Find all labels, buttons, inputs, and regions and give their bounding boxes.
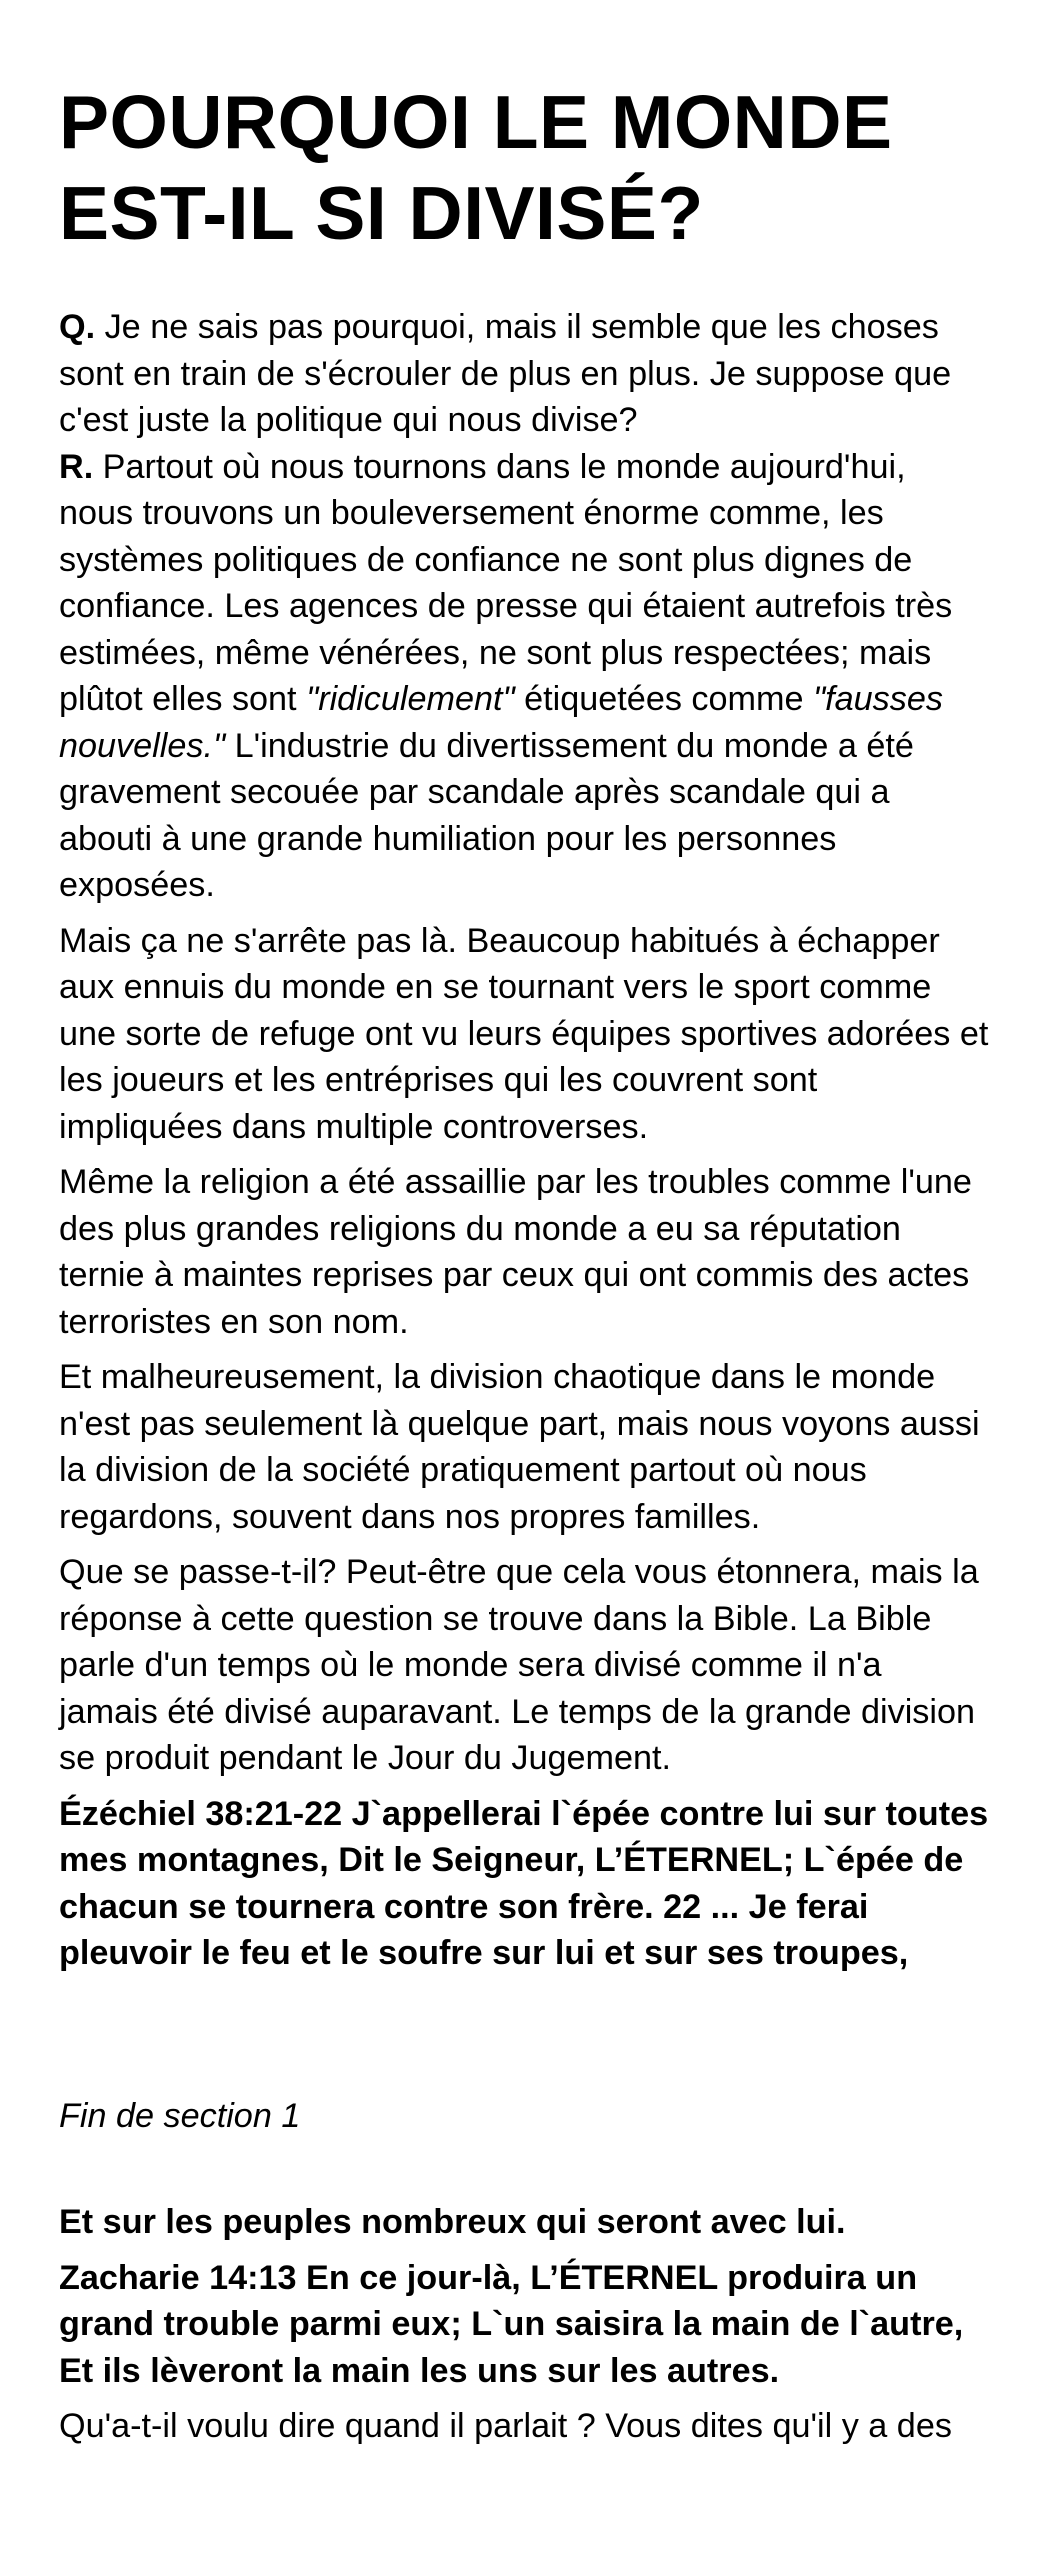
article-body: [59, 304, 989, 2450]
answer-label: R.: [59, 447, 94, 486]
title-line-2: EST-IL SI DIVISÉ?: [59, 171, 704, 255]
answer-italic-2: "fausses nouvelles.": [59, 680, 943, 765]
zechariah-verse-text: Zacharie 14:13 En ce jour-là, L’ÉTERNEL produira un grand trouble parmi eux; L`un saisira la main de l`autre, Et ils lèveront la main les uns sur les autres.: [59, 2258, 964, 2390]
zechariah-verse: [59, 2255, 989, 2395]
sport-paragraph: Mais ça ne s'arrête pas là. Beaucoup habitués à échapper aux ennuis du monde en se tournant vers le sport comme une sorte de refuge ont vu leurs équipes sportives adorées et les joueurs et les entréprises qui les couvrent sont impliquées dans multiple controverses.: [59, 921, 989, 1146]
question-text: Je ne sais pas pourquoi, mais il semble que les choses sont en train de s'écrouler de plus en plus. Je suppose que c'est juste la politique qui nous divise?: [59, 308, 952, 439]
question-label: Q.: [59, 308, 96, 346]
section-spacer: [59, 1986, 989, 2093]
page-title: [59, 0, 989, 259]
bible-paragraph: Que se passe-t-il? Peut-être que cela vous étonnera, mais la réponse à cette question se trouve dans la Bible. La Bible parle d'un temps où le monde sera divisé comme il n'a jamais été divisé auparavant. Le temps de la grande division se produit pendant le Jour du Jugement.: [59, 1553, 979, 1777]
answer-text-1: Partout où nous tournons dans le monde aujourd'hui, nous trouvons un bouleversement énorme comme, les systèmes politiques de confiance ne sont plus dignes de confiance. Les agences de presse qui étaient autrefois très estimées, même vénérées, ne sont plus respectées; mais plûtot elles sont: [59, 447, 953, 718]
division-paragraph: Et malheureusement, la division chaotique dans le monde n'est pas seulement là quelque part, mais nous voyons aussi la division de la société pratiquement partout où nous regardons, souvent dans nos propres familles.: [59, 1358, 980, 1536]
peoples-verse: [59, 2199, 989, 2246]
question-paragraph: [59, 304, 989, 909]
ezekiel-verse: [59, 1791, 989, 1977]
title-line-1: POURQUOI LE MONDE: [59, 80, 893, 164]
partial-paragraph: Qu'a-t-il voulu dire quand il parlait ? Vous dites qu'il y a des: [59, 2407, 952, 2445]
section-spacer-2: [59, 2139, 989, 2199]
answer-text-3: L'industrie du divertissement du monde a été gravement secouée par scandale après scandale qui a abouti à une grande humiliation pour les personnes exposées.: [59, 726, 914, 904]
religion-paragraph: Même la religion a été assaillie par les troubles comme l'une des plus grandes religions du monde a eu sa réputation ternie à maintes reprises par ceux qui ont commis des actes terroristes en son nom.: [59, 1163, 972, 1341]
end-of-section-note: Fin de section 1: [59, 2096, 301, 2135]
ezekiel-verse-text: Ézéchiel 38:21-22 J`appellerai l`épée contre lui sur toutes mes montagnes, Dit le Seigneur, L’ÉTERNEL; L`épée de chacun se tournera contre son frère. 22 ... Je ferai pleuvoir le feu et le soufre sur lui et sur ses troupes,: [59, 1794, 989, 1972]
peoples-verse-text: Et sur les peuples nombreux qui seront avec lui.: [59, 2203, 846, 2241]
article: [59, 0, 989, 2459]
answer-italic-1: "ridiculement": [306, 680, 515, 718]
answer-text-2: étiquetées comme: [514, 680, 813, 718]
